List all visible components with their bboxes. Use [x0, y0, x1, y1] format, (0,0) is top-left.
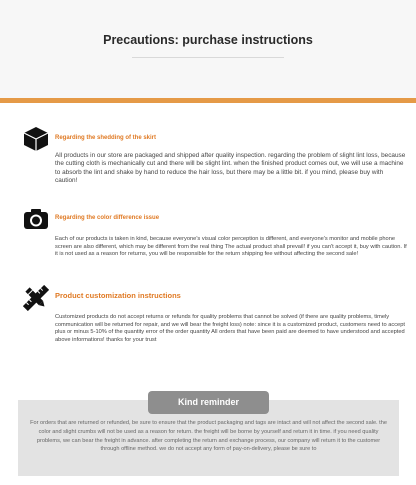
cube-box-icon: [23, 126, 49, 152]
pencil-ruler-icon: [23, 285, 49, 311]
notice-body: For orders that are returned or refunded, be sure to ensure that the product packaging and tags are intact and will not affect the second sale. the color and slight crumbs will not be used as a reason for return. the freight will be borne by yourself and return it in time. if you need quality problems, we can bear the freight in advance. after completing the return and exchange process, our company will return it to the customer through offline method. we do not accept any form of pay-on-delivery, please be sure to: [30, 420, 387, 453]
section-title: Regarding the color difference issue: [55, 215, 160, 221]
section-title: Product customization instructions: [55, 291, 181, 300]
section-body: Each of our products is taken in kind, because everyone's visual color perception is different, and everyone's monitor and mobile phone screen are also different, which may be different from the real thing The actual product shall prevail! if you can't accept it, buy with caution. If it is not used as a reason for returns, you will be responsible for the return shipping fee without affecting the second sale!: [55, 236, 407, 258]
title-underline: [132, 57, 284, 58]
accent-stripe: [0, 98, 416, 103]
page-header: [0, 0, 416, 98]
notice-title: Kind reminder: [148, 391, 269, 414]
section-title: Regarding the shedding of the skirt: [55, 135, 157, 141]
camera-icon: [23, 206, 49, 232]
section-body: Customized products do not accept returns or refunds for quality problems that cannot be solved (if there are quality problems, timely communication will be returned for repair, and we will bear the freight loss) note: since it is a customized product, customers need to accept plus or minus 5-10% of the quantity error of the order quantity All orders that have been paid are deemed to have understood and accepted above informations! thanks for your trust: [55, 314, 405, 344]
page-title: Precautions: purchase instructions: [103, 33, 313, 47]
section-body: All products in our store are packaged and shipped after quality inspection. regarding the problem of slight lint loss, because the cutting cloth is mechanically cut and there will be slight lint. when the finished product comes out, we will use a machine to absorb the lint and shake by hand to reduce the hair loss, but there may be a little bit. if you mind, please buy with caution!: [55, 152, 406, 184]
